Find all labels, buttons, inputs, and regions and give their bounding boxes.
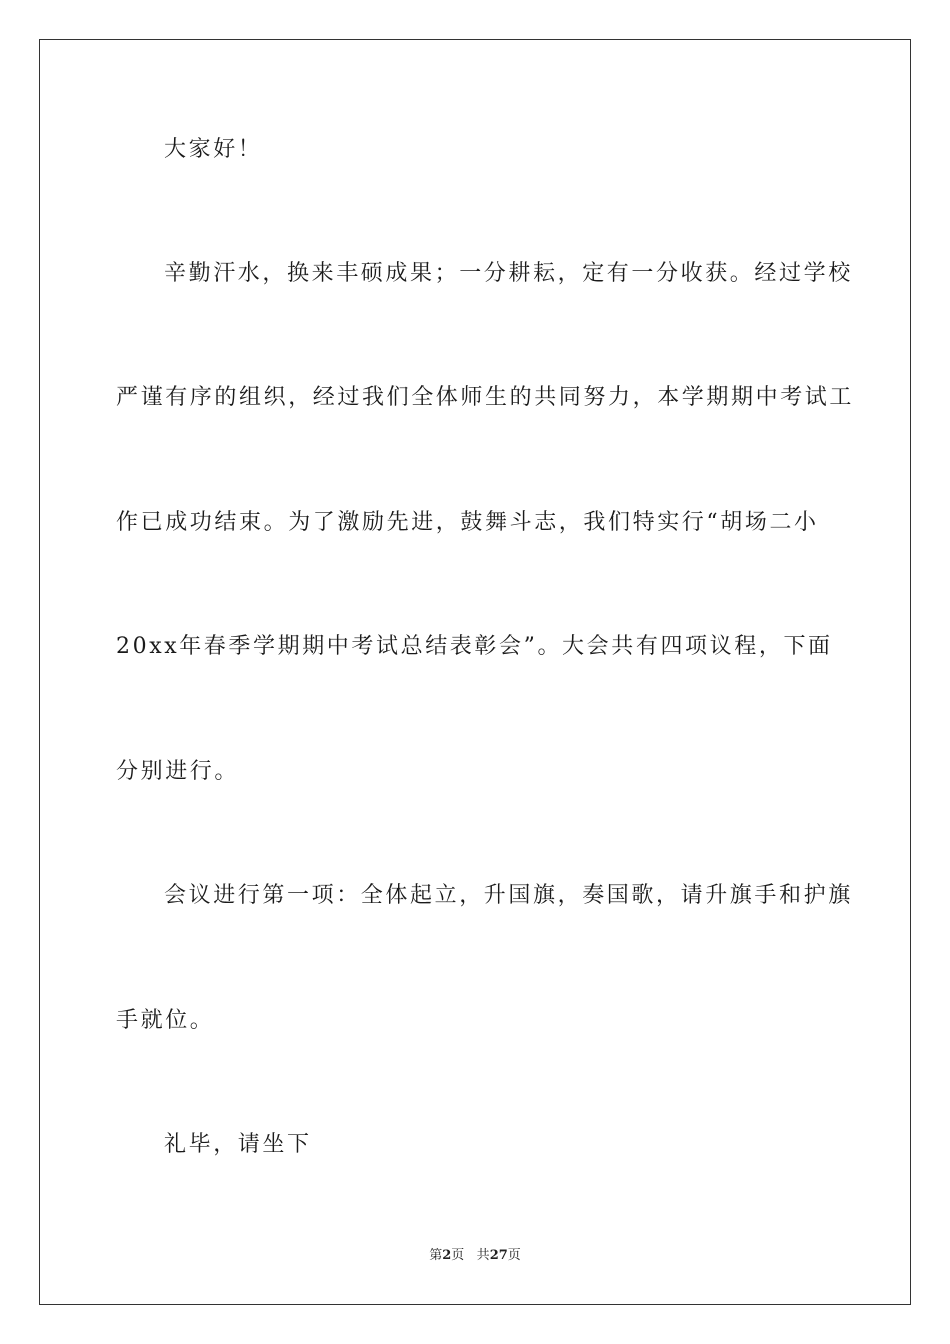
page-frame — [39, 39, 911, 1305]
paragraph-1-line-5: 分别进行。 — [116, 759, 240, 784]
paragraph-1-line-1: 辛勤汗水，换来丰硕成果；一分耕耘，定有一分收获。经过学校 — [164, 261, 853, 286]
paragraph-3-line-1: 礼毕，请坐下 — [164, 1132, 312, 1157]
paragraph-1-line-4: 20xx年春季学期期中考试总结表彰会”。大会共有四项议程，下面 — [116, 634, 833, 659]
paragraph-2-line-2: 手就位。 — [116, 1008, 215, 1033]
total-suffix: 页 — [507, 1248, 521, 1263]
paragraph-1-line-2: 严谨有序的组织，经过我们全体师生的共同努力，本学期期中考试工 — [116, 385, 855, 410]
paragraph-1-line-3: 作已成功结束。为了激励先进，鼓舞斗志，我们特实行“胡场二小 — [116, 510, 819, 535]
page-number: 2 — [442, 1248, 452, 1263]
page-suffix: 页 — [451, 1248, 465, 1263]
total-pages: 27 — [489, 1248, 508, 1263]
paragraph-2-line-1: 会议进行第一项：全体起立，升国旗，奏国歌，请升旗手和护旗 — [164, 883, 853, 908]
page-prefix: 第 — [429, 1248, 443, 1263]
total-prefix: 共 — [476, 1248, 490, 1263]
greeting-line: 大家好！ — [164, 137, 263, 162]
page-footer — [0, 1246, 950, 1266]
